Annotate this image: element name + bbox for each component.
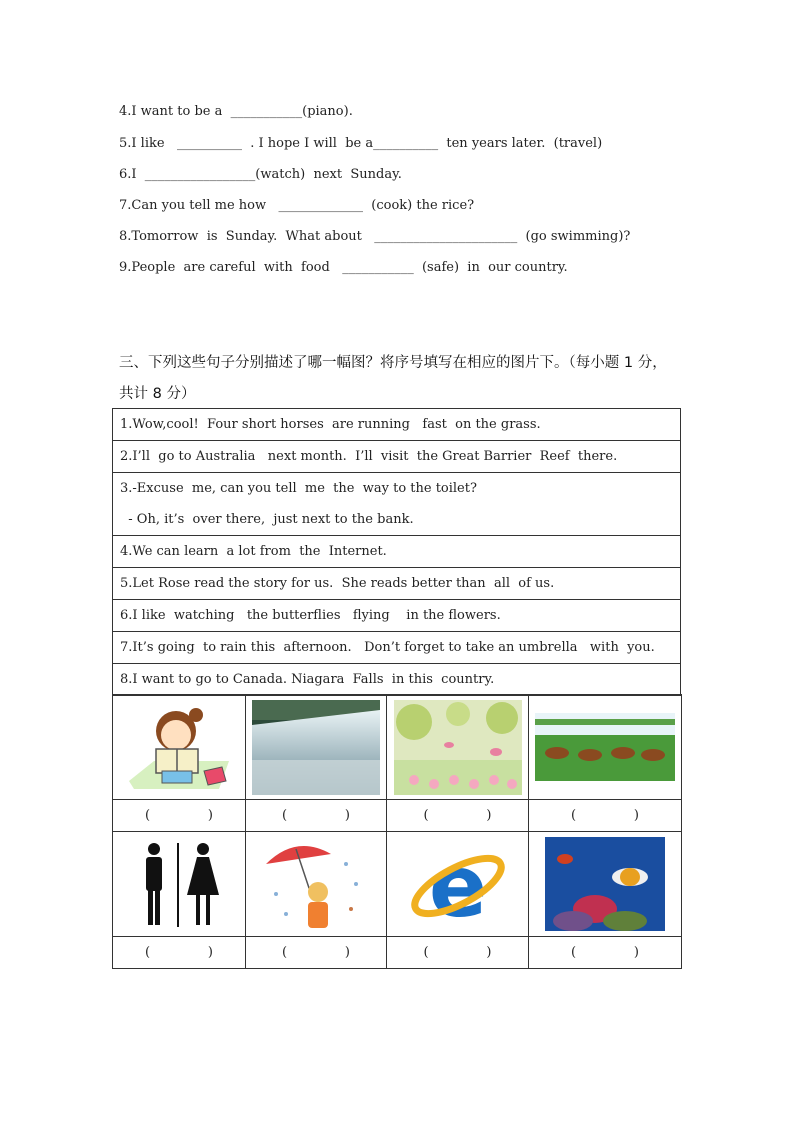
- answer-blank[interactable]: ( ): [387, 800, 529, 832]
- svg-text:e: e: [428, 837, 487, 934]
- answer-blank[interactable]: ( ): [113, 937, 246, 969]
- toilet-sign-icon: [129, 839, 229, 929]
- girl-umbrella-rain-icon: [256, 834, 376, 934]
- answer-blank[interactable]: ( ): [246, 800, 387, 832]
- picture-cell-toilet: [113, 832, 246, 937]
- exercise-8: 8.Tomorrow is Sunday. What about ______________________ (go swimming)?: [119, 229, 631, 244]
- answer-blank[interactable]: ( ): [387, 937, 529, 969]
- sentence-2: 2.I’ll go to Australia next month. I’ll visit the Great Barrier Reef there.: [113, 441, 681, 473]
- sentence-8: 8.I want to go to Canada. Niagara Falls in this country.: [113, 664, 681, 696]
- sentence-table: [112, 408, 681, 696]
- exercise-9: 9.People are careful with food ___________ (safe) in our country.: [119, 260, 568, 275]
- exercise-5: 5.I like __________ . I hope I will be a__________ ten years later. (travel): [119, 136, 603, 151]
- girl-reading-icon: [124, 701, 234, 793]
- picture-cell-reef: [529, 832, 682, 937]
- picture-cell-girl-reading: [113, 695, 246, 800]
- picture-cell-butterflies: [387, 695, 529, 800]
- sentence-4: 4.We can learn a lot from the Internet.: [113, 536, 681, 568]
- sentence-3-line-2: - Oh, it’s over there, just next to the bank.: [120, 512, 414, 527]
- answer-blank[interactable]: ( ): [113, 800, 246, 832]
- picture-cell-horses: [529, 695, 682, 800]
- picture-table: [112, 694, 682, 969]
- exercise-6: 6.I _________________(watch) next Sunday.: [119, 167, 402, 182]
- sentence-3: [113, 473, 681, 536]
- exercise-7: 7.Can you tell me how _____________ (cook) the rice?: [119, 198, 475, 213]
- sentence-7: 7.It’s going to rain this afternoon. Don’t forget to take an umbrella with you.: [113, 632, 681, 664]
- sentence-6: 6.I like watching the butterflies flying in the flowers.: [113, 600, 681, 632]
- sentence-5: 5.Let Rose read the story for us. She reads better than all of us.: [113, 568, 681, 600]
- answer-blank[interactable]: ( ): [529, 937, 682, 969]
- picture-cell-waterfall: [246, 695, 387, 800]
- sentence-3-line-1: 3.-Excuse me, can you tell me the way to the toilet?: [120, 481, 477, 496]
- coral-reef-fish-icon: [545, 837, 665, 931]
- answer-blank[interactable]: ( ): [246, 937, 387, 969]
- picture-cell-internet: [387, 832, 529, 937]
- horses-running-icon: [535, 713, 675, 781]
- waterfall-icon: [252, 700, 380, 795]
- answer-blank[interactable]: ( ): [529, 800, 682, 832]
- section-3-title: 三、下列这些句子分别描述了哪一幅图？将序号填写在相应的图片下。（每小题 1 分，共计 8 分）: [119, 355, 667, 402]
- exercise-4: 4.I want to be a ___________(piano).: [119, 104, 353, 119]
- internet-explorer-logo-icon: [403, 834, 513, 934]
- picture-cell-umbrella: [246, 832, 387, 937]
- sentence-1: 1.Wow,cool! Four short horses are running fast on the grass.: [113, 409, 681, 441]
- butterflies-flowers-icon: [394, 700, 522, 795]
